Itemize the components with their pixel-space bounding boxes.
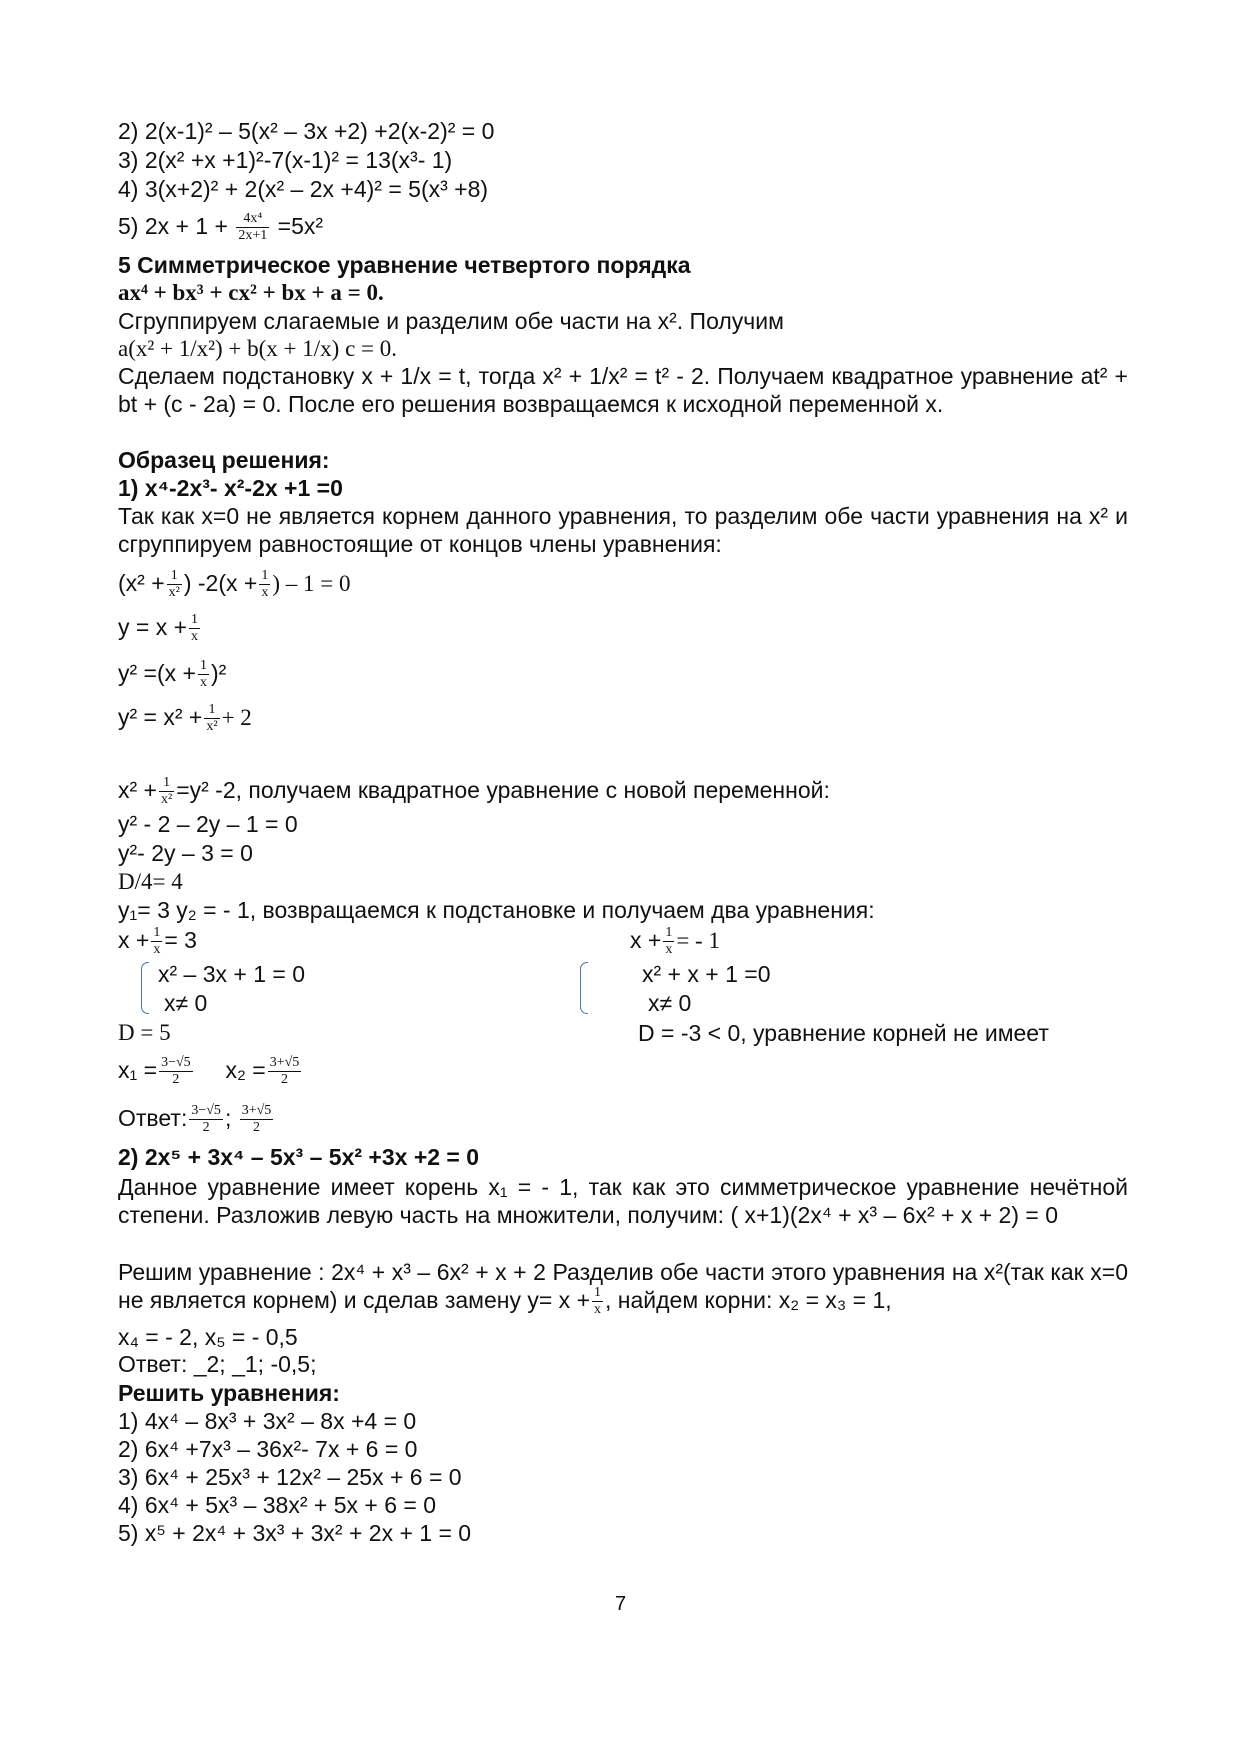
list-item-5: 5) 2x + 1 + $\frac{\text{4x⁴}}{2x+1}$ =5x² [118,211,324,244]
section-heading: 5 Симметрическое уравнение четвертого порядка [118,252,691,278]
example-equation-2: 2) 2x⁵ + 3x⁴ – 5x³ – 5x² +3x +2 = 0 [118,1144,480,1170]
solution-line: y² = x² + $\frac{1}{\text{x²}}$ + 2 [118,702,252,735]
fraction: $\frac{3+√5}{2}$ [269,1055,300,1088]
fraction: $\frac{1}{x}$ [153,925,161,958]
example-heading: Образец решения: [118,447,330,473]
fraction: $\frac{1}{\text{x²}}$ [160,775,173,808]
exercise-item: 5) x⁵ + 2x⁴ + 3x³ + 3x² + 2x + 1 = 0 [118,1520,472,1546]
paragraph: Решим уравнение : 2x⁴ + x³ – 6x² + x + 2 Разделив обе части этого уравнения на x²(так как x=0 не является корнем) и сделав замену y= x + $\frac{1}{x}$ , найдем корни: x₂ = x₃ = 1, [118,1259,1128,1318]
fraction: $\frac{3+√5}{2}$ [241,1103,272,1136]
paragraph: Так как x=0 не является корнем данного уравнения, то разделим обе части уравнения на x² и сгруппируем равностоящие от концов члены уравнения: [118,503,1128,557]
right-equation: x + $\frac{1}{x}$ = - 1 [630,925,720,958]
right-discriminant: D = -3 < 0, уравнение корней не имеет [638,1020,1049,1046]
fraction: $\frac{1}{\text{x²}}$ [168,568,180,601]
solution-line: y²- 2y – 3 = 0 [118,840,253,866]
fraction: $\frac{1}{\text{x²}}$ [206,702,218,735]
answer-line: Ответ: _2; _1; -0,5; [118,1351,317,1377]
fraction: $\frac{\text{4x⁴}}{2x+1}$ [238,211,268,244]
left-system-line: x² – 3x + 1 = 0 [158,961,306,987]
solution-line: y₁= 3 y₂ = - 1, возвращаемся к подстановке и получаем два уравнения: [118,897,875,923]
section-formula: ax⁴ + bx³ + cx² + bx + a = 0. [118,280,384,305]
list-item-4: 4) 3(x+2)² + 2(x² – 2x +4)² = 5(x³ +8) [118,176,489,202]
solution-line: x² + $\frac{1}{\text{x²}}$ =y² -2, получаем квадратное уравнение с новой переменной: [118,775,830,808]
paragraph: Сгруппируем слагаемые и разделим обе части на x². Получим [118,308,784,334]
solution-line: y = x + $\frac{1}{x}$ [118,612,199,645]
fraction: $\frac{1}{x}$ [199,658,207,691]
exercise-item: 3) 6x⁴ + 25x³ + 12x² – 25x + 6 = 0 [118,1464,462,1490]
left-system-line: x≠ 0 [164,990,208,1016]
right-system-line: x² + x + 1 =0 [642,961,771,987]
fraction: $\frac{1}{x}$ [665,925,673,958]
fraction: $\frac{3-√5}{2}$ [161,1055,191,1088]
paragraph: x₄ = - 2, x₅ = - 0,5 [118,1324,298,1350]
list-item-3: 3) 2(x² +x +1)²-7(x-1)² = 13(x³- 1) [118,147,453,173]
solution-line: (x² + $\frac{1}{\text{x²}}$ ) -2(x + $\frac{1}{x}$ ) – 1 = 0 [118,568,351,601]
paragraph: Данное уравнение имеет корень x₁ = - 1, так как это симметрическое уравнение нечётной степени. Разложив левую часть на множители, получим: ( x+1)(2x⁴ + x³ – 6x² + x + 2) = 0 [118,1174,1128,1228]
fraction: $\frac{1}{x}$ [594,1285,601,1318]
left-discriminant: D = 5 [118,1020,171,1045]
roots-line: x₁ = $\frac{3-√5}{2}$ x₂ = $\frac{3+√5}{2}$ [118,1055,300,1088]
right-system-line: x≠ 0 [648,990,692,1016]
exercise-item: 1) 4x⁴ – 8x³ + 3x² – 8x +4 = 0 [118,1408,417,1434]
fraction: $\frac{3-√5}{2}$ [191,1103,221,1136]
solution-line: D/4= 4 [118,869,183,894]
left-equation: x + $\frac{1}{x}$ = 3 [118,925,197,958]
system-brace [580,962,588,1014]
exercise-item: 2) 6x⁴ +7x³ – 36x²- 7x + 6 = 0 [118,1436,418,1462]
example-equation-1: 1) x⁴-2x³- x²-2x +1 =0 [118,475,343,501]
paragraph: Сделаем подстановку x + 1/x = t, тогда x² + 1/x² = t² - 2. Получаем квадратное уравнение at² + bt + (c - 2a) = 0. После его решения возвращаемся к исходной переменной x. [118,363,1128,417]
exercises-heading: Решить уравнения: [118,1380,340,1406]
formula: a(x² + 1/x²) + b(x + 1/x) c = 0. [118,336,398,361]
answer-line: Ответ: $\frac{3-√5}{2}$ ; $\frac{3+√5}{2}$ [118,1103,272,1136]
fraction: $\frac{1}{x}$ [191,612,199,645]
solution-line: y² - 2 – 2y – 1 = 0 [118,811,298,837]
fraction: $\frac{1}{x}$ [261,568,269,601]
list-item-2: 2) 2(x-1)² – 5(x² – 3x +2) +2(x-2)² = 0 [118,118,495,144]
solution-line: y² =(x + $\frac{1}{x}$ )² [118,658,227,691]
system-brace [141,962,149,1014]
page-number: 7 [614,1593,627,1615]
exercise-item: 4) 6x⁴ + 5x³ – 38x² + 5x + 6 = 0 [118,1492,437,1518]
